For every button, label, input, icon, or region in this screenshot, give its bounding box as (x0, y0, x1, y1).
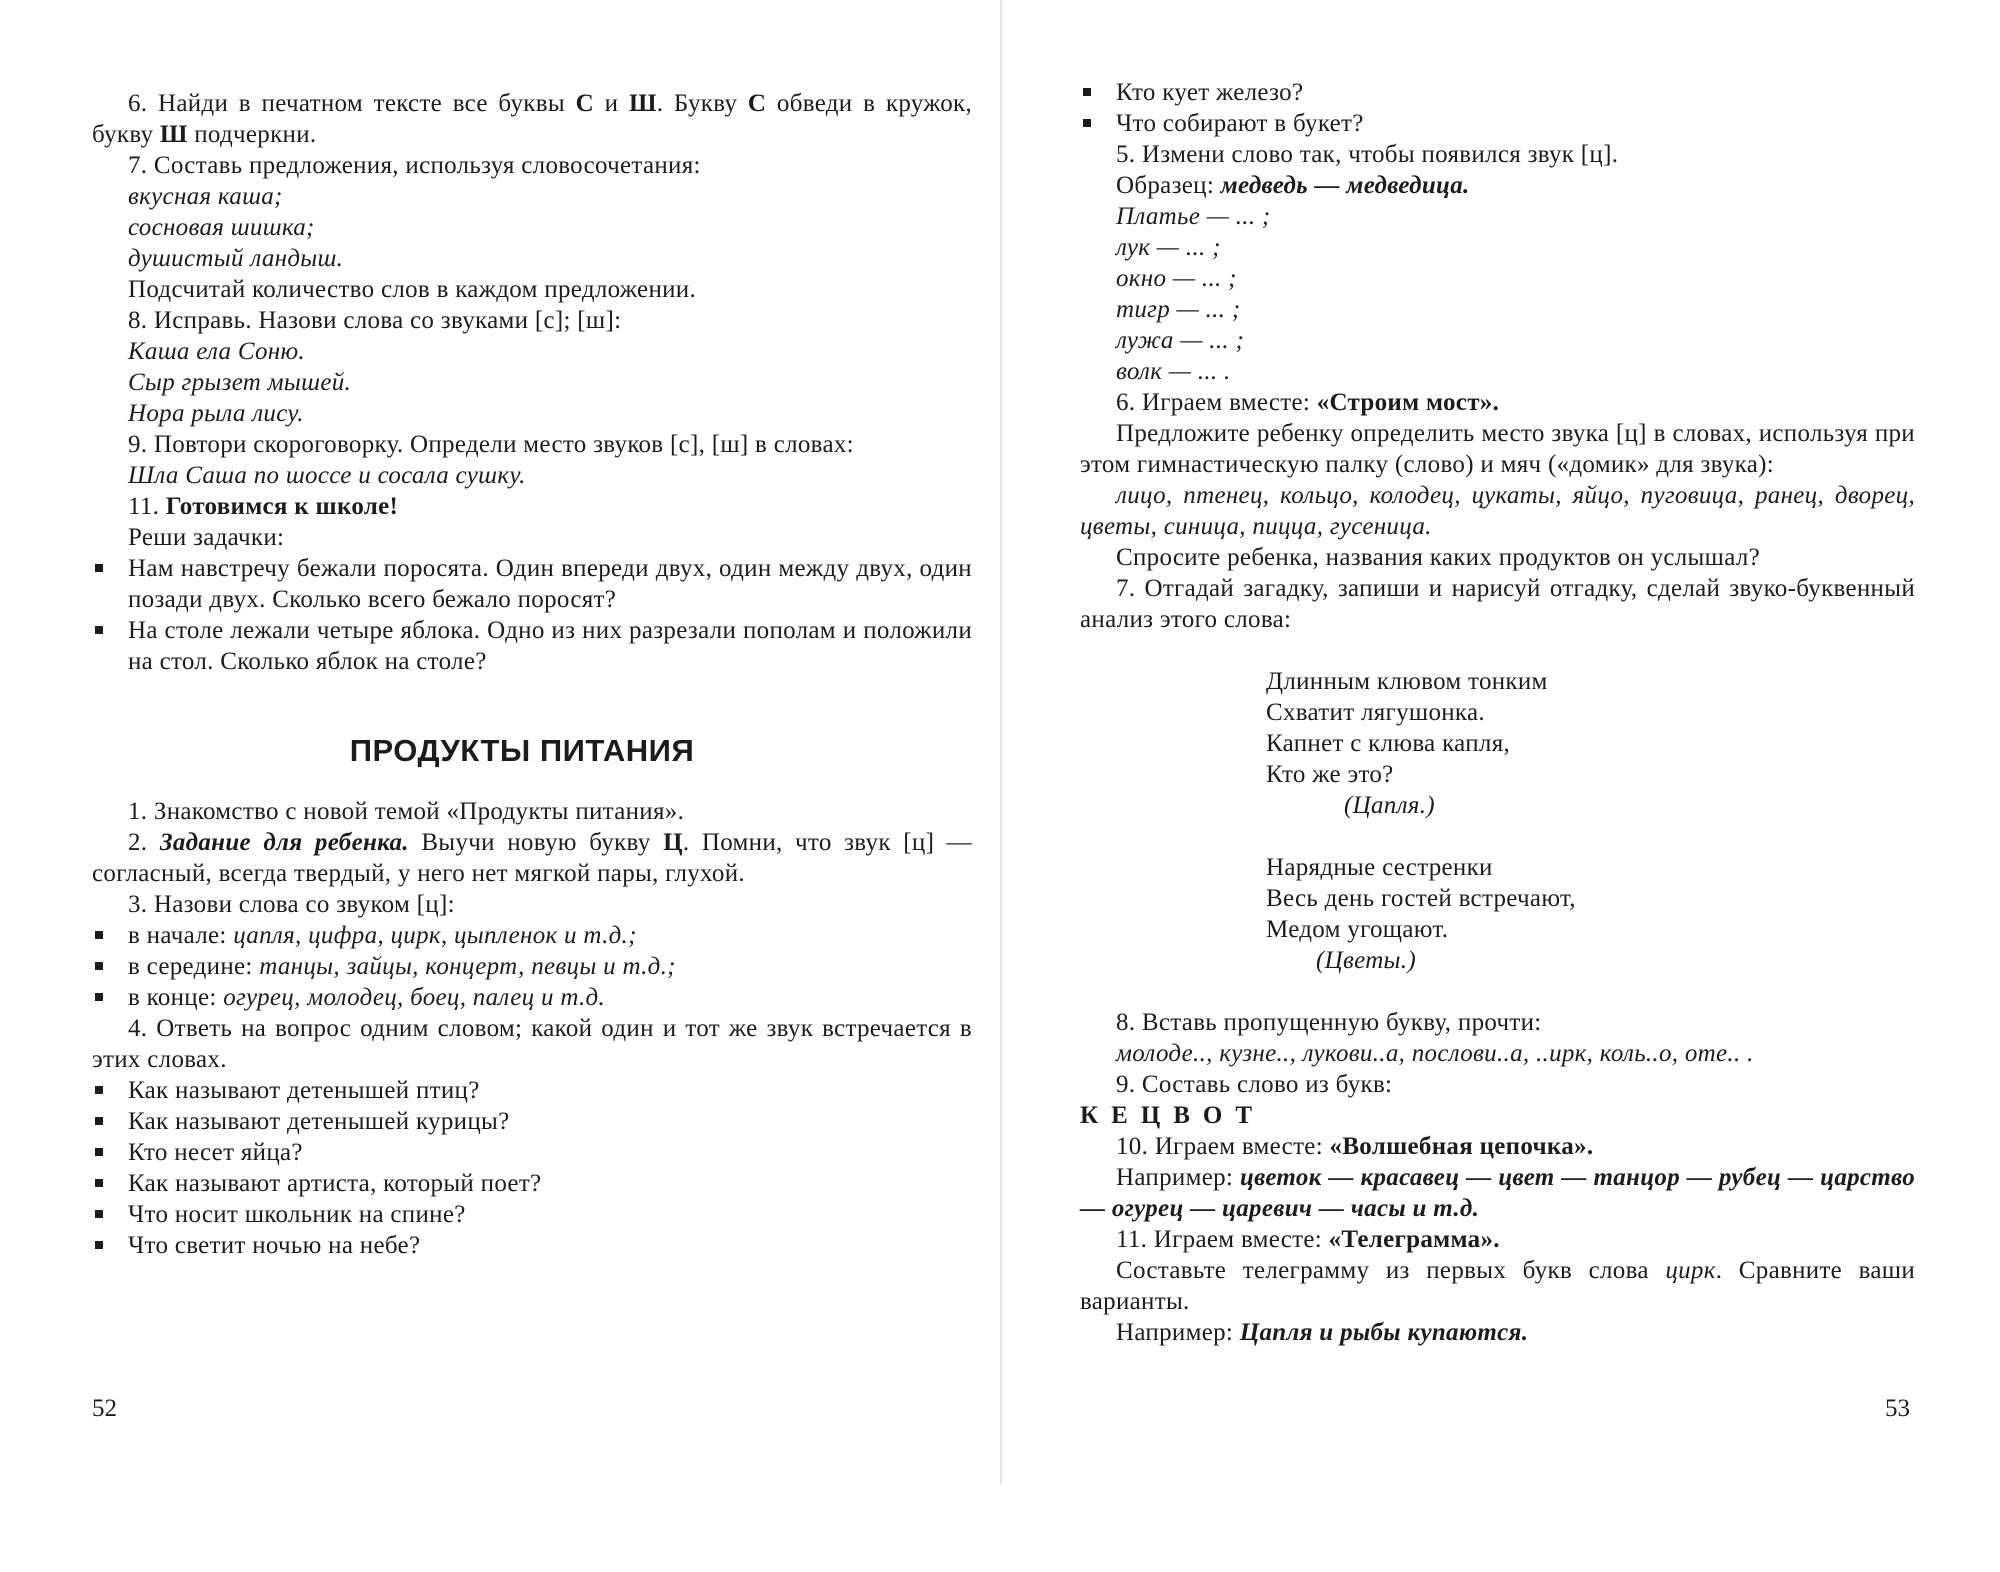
list-item: На столе лежали четыре яблока. Одно из них разрезали пополам и положили на стол. Сколько яблок на столе? (92, 615, 972, 677)
riddle-line: Весь день гостей встречают, (1266, 885, 1576, 912)
task-11-example: Например: Цапля и рыбы купаются. (1116, 1319, 1529, 1346)
task-8: 8. Исправь. Назови слова со звуками [с]; [ш]: (128, 307, 622, 334)
riddle-2 (1080, 852, 1915, 945)
riddle-line: Кто же это? (1266, 761, 1394, 788)
sentence: Нора рыла лису. (128, 400, 304, 427)
left-page (92, 88, 972, 1572)
section-heading: ПРОДУКТЫ ПИТАНИЯ (349, 733, 695, 768)
sentence: Каша ела Соню. (128, 338, 305, 365)
task-7: 7. Отгадай загадку, запиши и нарисуй отгадку, сделай звуко-буквенный анализ этого слова: (1080, 575, 1915, 633)
task-11: 11. Играем вместе: «Телеграмма». (1116, 1226, 1500, 1253)
topic-2: 2. Задание для ребенка. Выучи новую букву Ц. Помни, что звук [ц] — согласный, всегда твердый, у него нет мягкой пары, глухой. (92, 829, 972, 887)
task-11-text: Составьте телеграмму из первых букв слова цирк. Сравните ваши варианты. (1080, 1257, 1915, 1315)
riddle-line: Медом угощают. (1266, 916, 1449, 943)
phrase: сосновая шишка; (128, 214, 315, 241)
bullet-icon (95, 1086, 103, 1094)
topic-4: 4. Ответь на вопрос одним словом; какой один и тот же звук встречается в этих словах. (92, 1015, 972, 1073)
task-7-count: Подсчитай количество слов в каждом предложении. (128, 276, 697, 303)
bullet-icon (95, 1117, 103, 1125)
bullet-icon (95, 1241, 103, 1249)
bullet-icon (1083, 88, 1091, 96)
task-5-sample: Образец: медведь — медведица. (1116, 172, 1470, 199)
bullet-icon (95, 1210, 103, 1218)
list-item: Что собирают в букет? (1080, 108, 1915, 139)
list-item: Как называют детенышей птиц? (92, 1075, 972, 1106)
task-6-words: лицо, птенец, кольцо, колодец, цукаты, яйцо, пуговица, ранец, дворец, цветы, синица, пицца, гусеница. (1080, 482, 1915, 540)
list-item: Что светит ночью на небе? (92, 1230, 972, 1261)
riddle-line: Длинным клювом тонким (1266, 668, 1548, 695)
task-11-sub: Реши задачки: (128, 524, 285, 551)
riddle-2-answer: (Цветы.) (1316, 947, 1416, 974)
phrase: душистый ландыш. (128, 245, 344, 272)
bullet-icon (95, 626, 103, 634)
riddle-line: Капнет с клюва капля, (1266, 730, 1511, 757)
task-11: 11. Готовимся к школе! (128, 493, 399, 520)
word-item: тигр — ... ; (1116, 296, 1241, 323)
bullet-icon (95, 1148, 103, 1156)
list-item: в середине: танцы, зайцы, концерт, певцы и т.д.; (92, 951, 972, 982)
list-item: в конце: огурец, молодец, боец, палец и т.д. (92, 982, 972, 1013)
bullet-icon (95, 564, 103, 572)
task-10: 10. Играем вместе: «Волшебная цепочка». (1116, 1133, 1594, 1160)
list-item: Нам навстречу бежали поросята. Один впереди двух, один между двух, один позади двух. Сколько всего бежало поросят? (92, 553, 972, 615)
task-6: 6. Играем вместе: «Строим мост». (1116, 389, 1500, 416)
sentence: Сыр грызет мышей. (128, 369, 352, 396)
task-8-words: молоде.., кузне.., лукови..а, послови..а, ..ирк, коль..о, оте.. . (1116, 1040, 1754, 1067)
bullet-icon (95, 931, 103, 939)
riddle-line: Схватит лягушонка. (1266, 699, 1485, 726)
topic-3: 3. Назови слова со звуком [ц]: (128, 891, 455, 918)
bullet-icon (95, 993, 103, 1001)
word-item: окно — ... ; (1116, 265, 1237, 292)
riddle-1-answer: (Цапля.) (1344, 792, 1435, 819)
task-8: 8. Вставь пропущенную букву, прочти: (1116, 1009, 1542, 1036)
page-number-left: 52 (92, 1395, 117, 1422)
list-item: Как называют артиста, который поет? (92, 1168, 972, 1199)
task-6-ask: Спросите ребенка, названия каких продуктов он услышал? (1116, 544, 1760, 571)
right-page (1080, 77, 1915, 1561)
task-5: 5. Измени слово так, чтобы появился звук [ц]. (1116, 141, 1619, 168)
topic-1: 1. Знакомство с новой темой «Продукты питания». (128, 798, 685, 825)
word-item: волк — ... . (1116, 358, 1231, 385)
word-item: Платье — ... ; (1116, 203, 1271, 230)
bullet-icon (95, 962, 103, 970)
word-item: лужа — ... ; (1116, 327, 1245, 354)
phrase: вкусная каша; (128, 183, 283, 210)
book-spine (1000, 0, 1002, 1484)
bullet-icon (1083, 119, 1091, 127)
list-item: Кто несет яйца? (92, 1137, 972, 1168)
list-item: в начале: цапля, цифра, цирк, цыпленок и т.д.; (92, 920, 972, 951)
list-item: Кто кует железо? (1080, 77, 1915, 108)
task-6: 6. Найди в печатном тексте все буквы С и Ш. Букву С обведи в кружок, букву Ш подчеркни. (92, 90, 973, 148)
task-10-example: Например: цветок — красавец — цвет — танцор — рубец — царство — огурец — царевич — часы и т.д. (1080, 1164, 1915, 1222)
page-number-right: 53 (1885, 1395, 1910, 1422)
bullet-icon (95, 1179, 103, 1187)
riddle-line: Нарядные сестренки (1266, 854, 1493, 881)
task-9: 9. Составь слово из букв: (1116, 1071, 1393, 1098)
task-6-text: Предложите ребенку определить место звука [ц] в словах, используя при этом гимнастическую палку (слово) и мяч («домик» для звука): (1080, 420, 1915, 478)
tongue-twister: Шла Саша по шоссе и сосала сушку. (128, 462, 526, 489)
task-9: 9. Повтори скороговорку. Определи место звуков [с], [ш] в словах: (128, 431, 854, 458)
task-7: 7. Составь предложения, используя словосочетания: (128, 152, 701, 179)
word-item: лук — ... ; (1116, 234, 1221, 261)
list-item: Что носит школьник на спине? (92, 1199, 972, 1230)
list-item: Как называют детенышей курицы? (92, 1106, 972, 1137)
riddle-1 (1080, 666, 1915, 790)
letter-set: КЕЦВОТ (1080, 1102, 1266, 1129)
